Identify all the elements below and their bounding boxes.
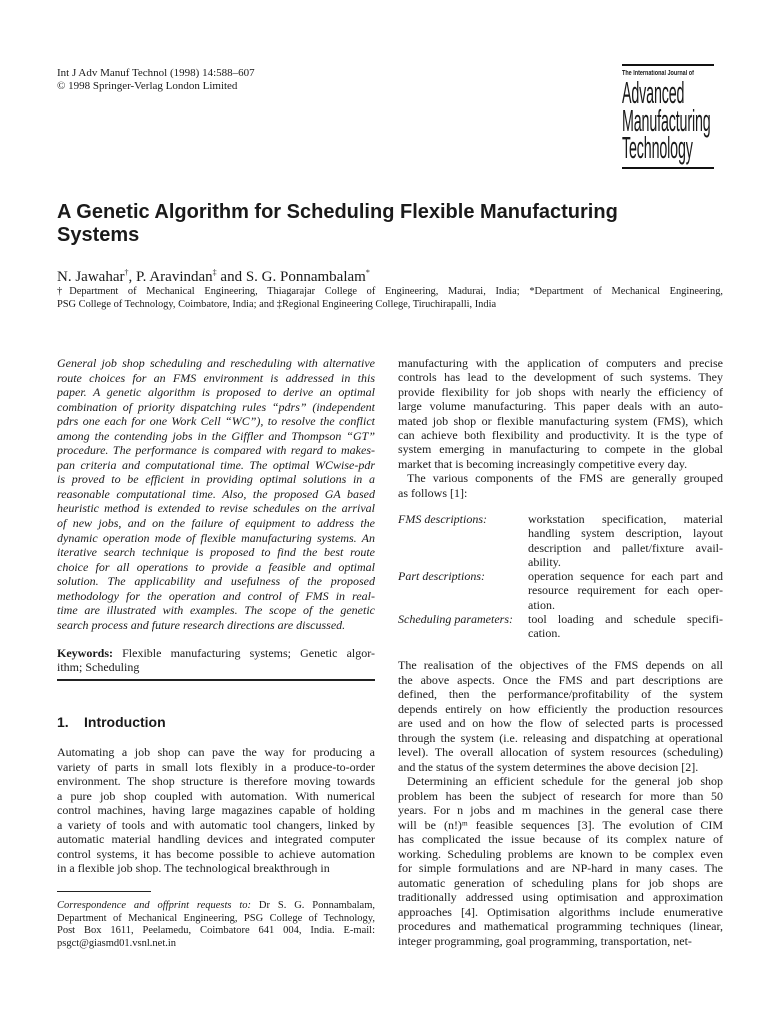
- text-line: The various components of the FMS are generally grouped: [407, 471, 723, 486]
- text-line: environment. The shop structure is therefore moving towards: [57, 774, 375, 788]
- footnote-lead: Correspondence and offprint requests to:: [57, 900, 252, 911]
- text-line: and the status of the system determines the above decision [2].: [398, 759, 699, 774]
- logo-top-rule: [622, 64, 714, 66]
- separator: ,: [128, 269, 136, 285]
- text-line: can achieve both flexibility and productivity. It is the type of: [398, 428, 723, 443]
- definition-item: [398, 512, 723, 569]
- text-line: control systems, it has become possible to achieve automation: [57, 846, 375, 861]
- text-line: The realisation of the objectives of the FMS depends on all: [398, 658, 723, 672]
- text-line: is proved to be efficient in providing optimal solutions in a: [57, 472, 375, 487]
- text-line: integer programming, goal programming, transportation, net-: [398, 933, 692, 948]
- text-line: resource requirement for each oper-: [528, 583, 723, 598]
- text-line: are used and on how the flow of selected parts is processed: [398, 716, 723, 730]
- abstract: [57, 356, 375, 632]
- text-line: manufacturing with the application of computers and precise: [398, 356, 723, 370]
- text-line: workstation specification, material: [528, 512, 723, 526]
- section-title: Introduction: [84, 714, 166, 730]
- text-line: combination of priority dispatching rules “pdrs” (independent: [57, 399, 375, 414]
- text-line: of new jobs, and on the failure of equipment to address the: [57, 516, 375, 531]
- text-line: among the contending jobs in the Giffler and Thompson “GT”: [57, 428, 375, 443]
- text-line: automatic generation of scheduling plans for job shops are: [398, 875, 723, 890]
- text-line: variety of parts in small lots flexibly in a produce-to-order: [57, 759, 375, 774]
- affiliation-line: PSG College of Technology, Coimbatore, India; and ‡Regional Engineering College, Tiruchirapalli, India: [57, 299, 497, 310]
- text-line: large volume manufacturing. This paper deals with an auto-: [398, 399, 723, 414]
- text-line: the above aspects. Once the FMS and part descriptions are: [398, 672, 723, 687]
- text-line: paper. A genetic algorithm is proposed to derive an optimal: [57, 385, 375, 400]
- section-number: 1.: [57, 714, 69, 730]
- footnote-text: Department of Mechanical Engineering, PSG College of Technology,: [57, 912, 375, 924]
- text-line: in a flexible job shop. The technological breakthrough in: [57, 861, 330, 875]
- text-line: General job shop scheduling and rescheduling with alternative: [57, 356, 375, 370]
- right-column-text-continued: [398, 658, 723, 948]
- text-line: dynamic operation mode of flexible manufacturing systems. An: [57, 530, 375, 545]
- affiliation-mark: †: [124, 268, 129, 277]
- text-line: cation.: [528, 626, 561, 641]
- journal-citation: Int J Adv Manuf Technol (1998) 14:588–607: [57, 67, 255, 79]
- author-list: [57, 264, 370, 286]
- text-line: pdrs one each for one Work Cell “WC”), to resolve the conflict: [57, 414, 375, 429]
- fms-components-list: [398, 512, 723, 641]
- title-line: A Genetic Algorithm for Scheduling Flexible Manufacturing: [57, 201, 618, 223]
- footnote-text: Post Box 1611, Peelamedu, Coimbatore 641 004, India. E-mail:: [57, 925, 375, 937]
- text-line: problem has been the subject of research for more than 50: [398, 788, 723, 803]
- footnote-email: psgct@giasmd01.vsnl.net.in: [57, 938, 177, 950]
- text-line: methodology for the operation and control of FMS in real-: [57, 588, 375, 603]
- text-line: years. For n jobs and m machines in the general case there: [398, 803, 723, 817]
- abstract-divider: [57, 679, 375, 681]
- text-line: will be (n!)ᵐ feasible sequences [3]. The evolution of CIM: [398, 817, 723, 832]
- text-line: market that is becoming increasingly competitive every day.: [398, 456, 688, 471]
- affiliation-line: †Department of Mechanical Engineering, Thiagarajar College of Engineering, Madurai, India; *Department of Mechanical Engineering,: [57, 286, 723, 297]
- footnote-text: Dr S. G. Ponnambalam,: [251, 900, 375, 911]
- logo-word: Manufacturing: [622, 102, 711, 138]
- text-line: depends entirely on how efficiently the production resources: [398, 701, 723, 716]
- text-line: reasonable computational time. Also, the proposed GA based: [57, 486, 375, 501]
- logo-prefix: The International Journal of: [622, 70, 694, 77]
- text-line: working. Scheduling problems are known to be complex even: [398, 846, 723, 861]
- text-line: operation sequence for each part and: [528, 569, 723, 584]
- definition-item: [398, 612, 723, 641]
- text-line: description and pallet/fixture avail-: [528, 540, 723, 555]
- definition-description: [528, 512, 723, 569]
- text-line: iterative search technique is proposed to find the best route: [57, 545, 375, 560]
- author-name: N. Jawahar: [57, 269, 125, 285]
- text-line: Determining an efficient schedule for the general job shop: [407, 774, 723, 788]
- definition-item: [398, 569, 723, 612]
- keywords-text: ithm; Scheduling: [57, 660, 140, 674]
- text-line: a variety of tools and with automatic tool changers, linked by: [57, 817, 375, 832]
- text-line: controls has lead to the development of such systems. They: [398, 370, 723, 385]
- text-line: control machines, having large magazines capable of holding: [57, 803, 375, 817]
- text-line: choice for all operations to provide a feasible and optimal: [57, 559, 375, 574]
- introduction-text: [57, 745, 375, 876]
- definition-description: [528, 612, 723, 641]
- text-line: procedures and mathematical programming techniques (linear,: [398, 919, 723, 933]
- author-name: S. G. Ponnambalam: [245, 269, 366, 285]
- definition-description: [528, 569, 723, 612]
- definition-term: FMS descriptions:: [398, 512, 487, 526]
- text-line: traditionally addressed using optimisation and approximation: [398, 890, 723, 904]
- affiliations: [57, 285, 723, 311]
- text-line: level). The overall allocation of system resources (scheduling): [398, 745, 723, 759]
- text-line: has complicated the issue because of its complex nature of: [398, 832, 723, 846]
- logo-word: Technology: [622, 130, 693, 165]
- journal-logo: [622, 64, 714, 169]
- text-line: provide flexibility for job shops with nearly the efficiency of: [398, 384, 723, 399]
- text-line: ability.: [528, 554, 561, 569]
- logo-word: Advanced: [622, 75, 685, 110]
- text-line: Automating a job shop can pave the way for producing a: [57, 745, 375, 759]
- logo-bottom-rule: [622, 167, 714, 169]
- keywords: [57, 646, 375, 674]
- text-line: solution. The applicability and usefulness of the proposed: [57, 574, 375, 589]
- text-line: time are illustrated with examples. The scope of the genetic: [57, 603, 375, 618]
- text-line: defined, then the performance/profitability of the system: [398, 687, 723, 701]
- text-line: ation.: [528, 597, 555, 612]
- text-line: mated job shop or flexible manufacturing system (FMS), which: [398, 413, 723, 428]
- affiliation-mark: *: [365, 268, 370, 277]
- text-line: for simple formulations and are NP-hard in many cases. The: [398, 861, 723, 875]
- text-line: a pure job shop coupled with automation. With numerical: [57, 788, 375, 803]
- text-line: tool loading and schedule specifi-: [528, 612, 723, 627]
- text-line: pan criteria and computational time. The optimal WCwise-pdr: [57, 457, 375, 472]
- author-name: P. Aravindan: [135, 269, 213, 285]
- text-line: route choices for an FMS environment is addressed in this: [57, 370, 375, 385]
- text-line: heuristic method is extended to revise schedules on the arrival: [57, 501, 375, 516]
- footnote-divider: [57, 891, 151, 892]
- section-heading: [57, 713, 166, 731]
- text-line: handling system description, layout: [528, 526, 723, 541]
- definition-term: Scheduling parameters:: [398, 612, 513, 627]
- text-line: system emerging in manufacturing to compete in the global: [398, 442, 723, 457]
- copyright-notice: © 1998 Springer-Verlag London Limited: [57, 80, 238, 92]
- text-line: automatic material handling devices and integrated computer: [57, 832, 375, 846]
- affiliation-mark: ‡: [212, 268, 217, 277]
- keywords-text: Flexible manufacturing systems; Genetic algor-: [113, 646, 375, 660]
- title-line: Systems: [57, 224, 140, 246]
- text-line: procedure. The performance is compared with regard to makes-: [57, 443, 375, 458]
- separator: and: [216, 269, 246, 285]
- text-line: approaches [4]. Optimisation algorithms include enumerative: [398, 904, 723, 919]
- keywords-label: Keywords:: [57, 646, 113, 660]
- correspondence-footnote: [57, 900, 375, 951]
- paper-title: [57, 201, 618, 247]
- text-line: as follows [1]:: [398, 485, 468, 500]
- right-column-text: [398, 356, 723, 500]
- definition-term: Part descriptions:: [398, 569, 485, 584]
- text-line: through the system (i.e. releasing and dispatching at operational: [398, 730, 723, 745]
- text-line: search process and future research directions are discussed.: [57, 617, 346, 632]
